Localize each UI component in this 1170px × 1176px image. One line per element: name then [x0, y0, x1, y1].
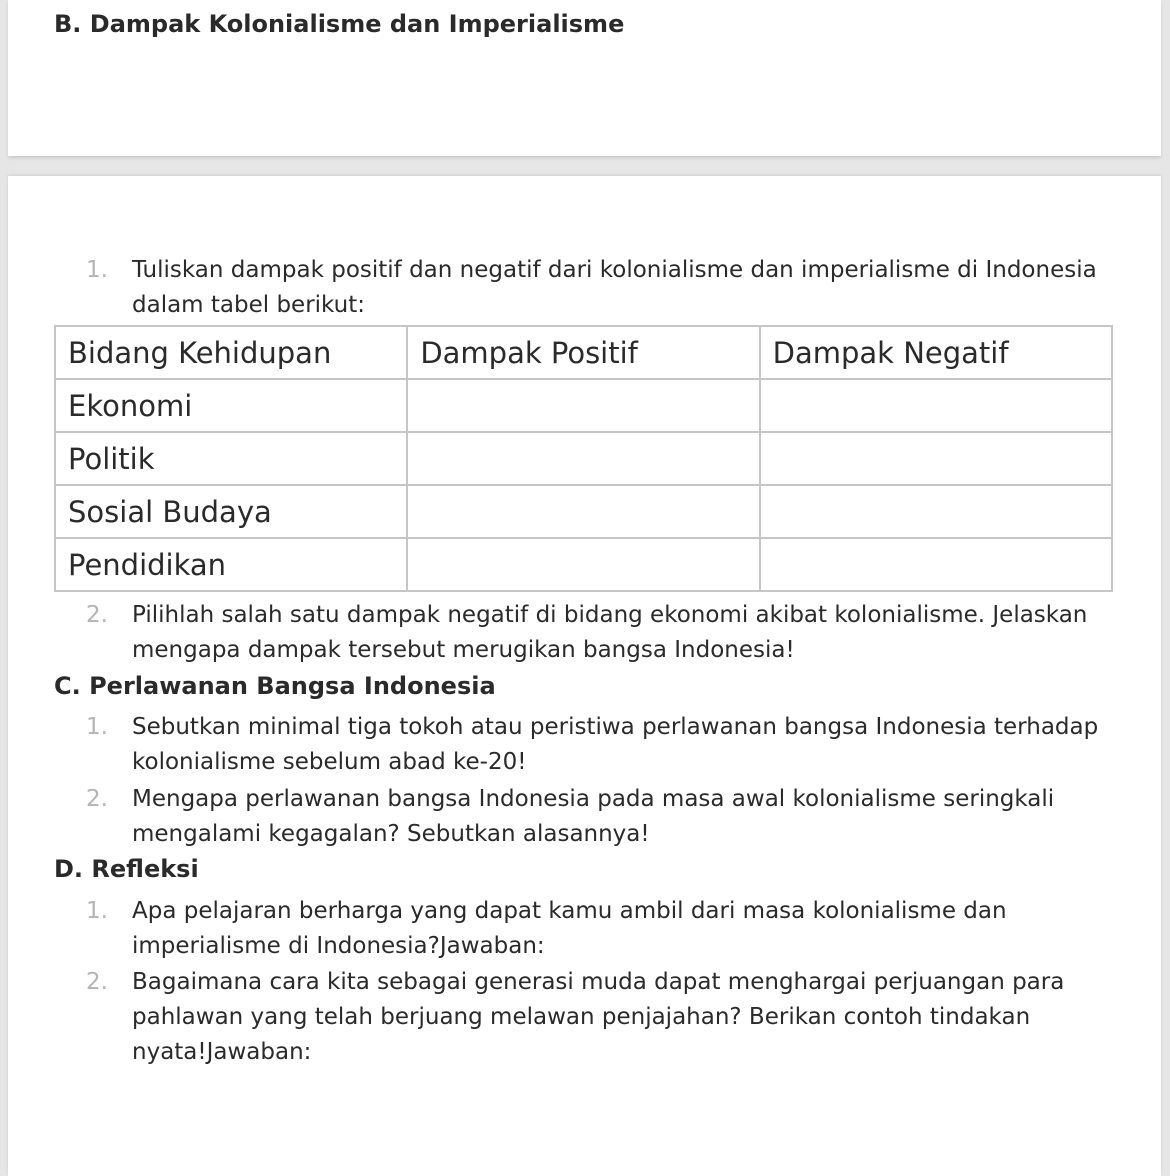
table-row	[55, 485, 1112, 538]
header-positif: Dampak Positif	[407, 326, 759, 379]
table-row	[55, 538, 1112, 591]
section-c-question-2	[86, 782, 1126, 852]
list-number: 1.	[86, 898, 108, 924]
section-c-question-1	[86, 710, 1126, 780]
cell-negatif[interactable]	[760, 538, 1112, 591]
question-text: Pilihlah salah satu dampak negatif di bidang ekonomi akibat kolonialisme. Jelaskan mengapa dampak tersebut merugikan bangsa Indonesia!	[132, 602, 1088, 663]
table-row	[55, 379, 1112, 432]
question-text: Mengapa perlawanan bangsa Indonesia pada masa awal kolonialisme seringkali mengalami kegagalan? Sebutkan alasannya!	[132, 786, 1055, 847]
question-text: Apa pelajaran berharga yang dapat kamu ambil dari masa kolonialisme dan imperialisme di Indonesia?Jawaban:	[132, 898, 1007, 959]
section-d-heading: D. Refleksi	[54, 855, 199, 883]
question-text: Tuliskan dampak positif dan negatif dari kolonialisme dan imperialisme di Indonesia dalam tabel berikut:	[132, 257, 1097, 318]
cell-positif[interactable]	[407, 538, 759, 591]
list-number: 2.	[86, 602, 108, 628]
section-d-question-1	[86, 894, 1126, 964]
cell-bidang: Ekonomi	[55, 379, 407, 432]
cell-negatif[interactable]	[760, 379, 1112, 432]
header-negatif: Dampak Negatif	[760, 326, 1112, 379]
cell-bidang: Pendidikan	[55, 538, 407, 591]
cell-negatif[interactable]	[760, 432, 1112, 485]
section-d-question-2	[86, 965, 1126, 1070]
list-number: 1.	[86, 714, 108, 740]
cell-positif[interactable]	[407, 485, 759, 538]
question-text: Sebutkan minimal tiga tokoh atau peristiwa perlawanan bangsa Indonesia terhadap kolonialisme sebelum abad ke-20!	[132, 714, 1099, 775]
section-b-question-2	[86, 598, 1126, 668]
cell-positif[interactable]	[407, 432, 759, 485]
question-text: Bagaimana cara kita sebagai generasi muda dapat menghargai perjuangan para pahlawan yang telah berjuang melawan penjajahan? Berikan contoh tindakan nyata!Jawaban:	[132, 969, 1065, 1065]
cell-bidang: Sosial Budaya	[55, 485, 407, 538]
cell-negatif[interactable]	[760, 485, 1112, 538]
table-header-row	[55, 326, 1112, 379]
table-row	[55, 432, 1112, 485]
header-bidang: Bidang Kehidupan	[55, 326, 407, 379]
list-number: 1.	[86, 257, 108, 283]
cell-bidang: Politik	[55, 432, 407, 485]
cell-positif[interactable]	[407, 379, 759, 432]
list-number: 2.	[86, 786, 108, 812]
list-number: 2.	[86, 969, 108, 995]
section-c-heading: C. Perlawanan Bangsa Indonesia	[54, 672, 496, 700]
section-b-heading: B. Dampak Kolonialisme dan Imperialisme	[54, 10, 625, 38]
section-b-question-1	[86, 253, 1126, 323]
impact-table	[54, 325, 1113, 592]
